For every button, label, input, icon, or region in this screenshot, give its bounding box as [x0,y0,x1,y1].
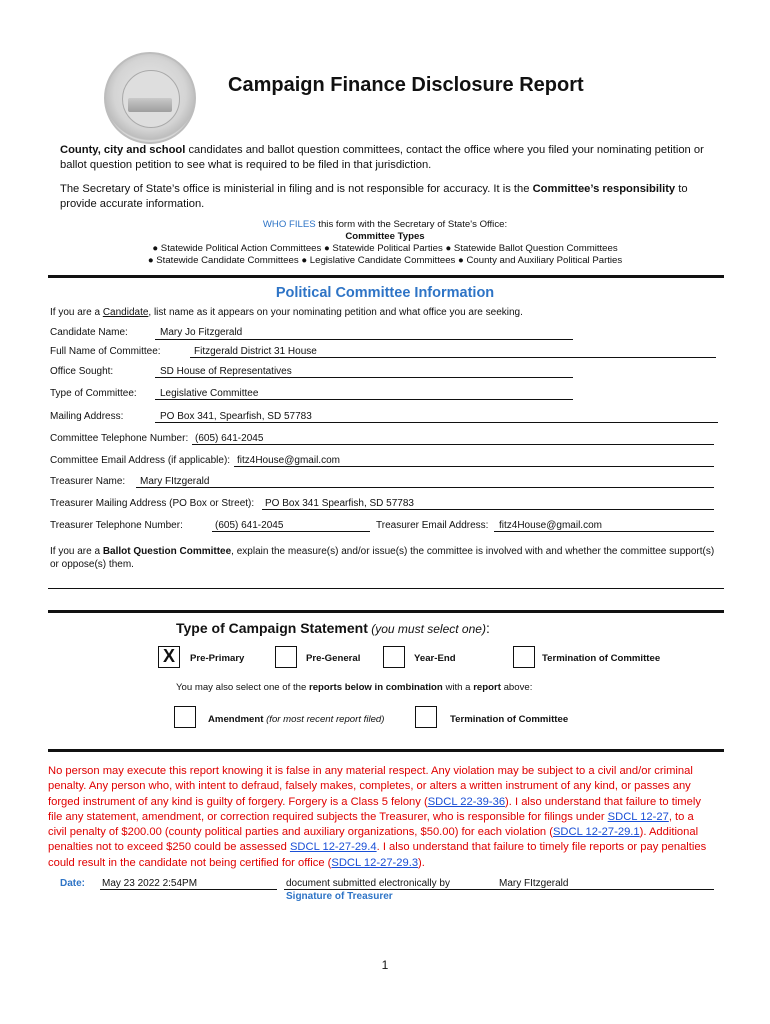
candidate-name-label: Candidate Name: [50,327,128,338]
sdcl-22-39-36-link[interactable]: SDCL 22-39-36 [427,795,506,808]
mailing-address-underline [155,422,718,423]
signature-underline [284,889,714,890]
amendment-checkbox[interactable] [174,706,196,728]
office-sought-field[interactable]: SD House of Representatives [160,366,292,377]
candidate-name-field[interactable]: Mary Jo Fitzgerald [160,327,243,338]
page-title: Campaign Finance Disclosure Report [228,74,584,96]
section-divider-2 [48,610,724,613]
pre-general-label: Pre-General [306,653,361,664]
treasurer-name-underline [136,487,714,488]
committee-email-label: Committee Email Address (if applicable): [50,455,231,466]
intro-paragraph-2: The Secretary of State’s office is ministerial in filing and is not responsible for accuracy. It is the Committee’s responsibility to provide accurate information. [60,183,688,210]
committee-type-label: Type of Committee: [50,388,137,399]
candidate-note: If you are a Candidate, list name as it appears on your nominating petition and what office you are seeking. [50,307,523,318]
candidate-name-underline [155,339,573,340]
treasurer-email-field[interactable]: fitz4House@gmail.com [499,520,602,531]
committee-type-underline [155,399,573,400]
sdcl-12-27-link[interactable]: SDCL 12-27 [607,810,669,823]
amendment-label: Amendment (for most recent report filed) [208,714,385,725]
pre-primary-label: Pre-Primary [190,653,245,664]
committee-type-field[interactable]: Legislative Committee [160,388,259,399]
treasurer-name-label: Treasurer Name: [50,476,126,487]
committee-name-label: Full Name of Committee: [50,346,161,357]
year-end-checkbox[interactable] [383,646,405,668]
treasurer-mailing-label: Treasurer Mailing Address (PO Box or Street): [50,498,255,509]
signature-label: Signature of Treasurer [286,891,393,902]
termination-combo-label: Termination of Committee [450,714,569,725]
mailing-address-field[interactable]: PO Box 341, Spearfish, SD 57783 [160,411,312,422]
sdcl-12-27-29-4-link[interactable]: SDCL 12-27-29.4 [289,841,377,854]
date-field[interactable]: May 23 2022 2:54PM [102,878,198,889]
committee-phone-label: Committee Telephone Number: [50,433,189,444]
state-seal-logo [104,52,196,144]
committee-phone-underline [192,444,714,445]
treasurer-phone-label: Treasurer Telephone Number: [50,520,183,531]
section-divider-3 [48,749,724,752]
treasurer-mailing-underline [262,509,714,510]
combination-note: You may also select one of the reports below in combination with a report above: [176,682,533,693]
year-end-label: Year-End [414,653,456,664]
committee-name-underline [190,357,716,358]
office-sought-underline [155,377,573,378]
treasurer-phone-field[interactable]: (605) 641-2045 [215,520,284,531]
intro-paragraph-1: County, city and school candidates and ballot question committees, contact the office where you filed your nominating petition or ballot question petition to see what is required to be filed in that jurisdiction. [60,144,704,171]
mailing-address-label: Mailing Address: [50,411,124,422]
treasurer-phone-underline [212,531,370,532]
ballot-question-note: If you are a Ballot Question Committee, explain the measure(s) and/or issue(s) the committee is involved with and whether the committee support(s) or oppose(s) them. [50,546,715,570]
treasurer-signature-field[interactable]: Mary FItzgerald [499,878,569,889]
pre-primary-checkbox[interactable] [158,646,180,668]
section-divider [48,275,724,278]
date-label: Date: [60,878,86,889]
committee-email-field[interactable]: fitz4House@gmail.com [237,455,340,466]
termination-checkbox[interactable] [513,646,535,668]
committee-phone-field[interactable]: (605) 641-2045 [195,433,264,444]
office-sought-label: Office Sought: [50,366,114,377]
treasurer-email-label: Treasurer Email Address: [376,520,489,531]
treasurer-email-underline [494,531,714,532]
ballot-question-line [48,588,724,589]
termination-combo-checkbox[interactable] [415,706,437,728]
sdcl-12-27-29-1-link[interactable]: SDCL 12-27-29.1 [552,826,640,839]
pre-general-checkbox[interactable] [275,646,297,668]
treasurer-mailing-field[interactable]: PO Box 341 Spearfish, SD 57783 [265,498,414,509]
treasurer-name-field[interactable]: Mary FItzgerald [140,476,210,487]
committee-name-field[interactable]: Fitzgerald District 31 House [194,346,317,357]
submitted-electronically-text: document submitted electronically by [286,878,450,889]
statement-heading: Type of Campaign Statement (you must select one): [176,620,490,636]
committee-types-line-2: ● Statewide Candidate Committees ● Legislative Candidate Committees ● County and Auxiliary Political Parties [147,255,623,266]
section-title-committee: Political Committee Information [275,285,495,301]
date-underline [100,889,277,890]
legal-warning: No person may execute this report knowing it is false in any material respect. Any violation may be subject to a civil and/or criminal penalty. Any person who, with intent to defraud, falsely makes, completes, or alters a written instrument of any kind, or passes any forged instrument of any kind is guilty of forgery. Forgery is a Class 5 felony (SDCL 22-39-36). I also understand that failure to timely file any statement, amendment, or correction required subjects the Treasurer, who is responsible for filings under SDCL 12-27, to a civil penalty of $200.00 (county political parties and auxiliary organizations, $50.00) for each violation (SDCL 12-27-29.1). Additional penalties not to exceed $250 could be assessed SDCL 12-27-29.4. I also understand that failure to timely file reports or pay penalties could result in the candidate not being certified for office (SDCL 12-27-29.3). [48,765,707,869]
page-number: 1 [381,958,389,972]
committee-email-underline [234,466,714,467]
checked-x-mark: X [162,646,175,666]
committee-types-line-1: ● Statewide Political Action Committees ● Statewide Political Parties ● Statewide Ballot Question Committees [152,243,618,254]
termination-label: Termination of Committee [542,653,661,664]
who-files-line: WHO FILES this form with the Secretary of State's Office: [262,219,508,230]
sdcl-12-27-29-3-link[interactable]: SDCL 12-27-29.3 [331,856,419,869]
committee-types-heading: Committee Types [345,231,425,242]
